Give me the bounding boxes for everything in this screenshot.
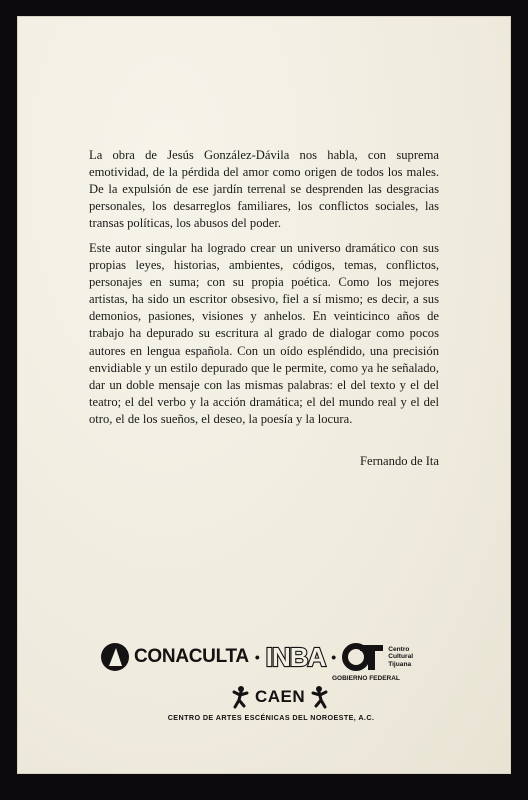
conaculta-logo-icon: [100, 642, 130, 672]
caen-wordmark: CAEN: [255, 687, 306, 706]
cecut-line-1: Centro: [388, 646, 410, 654]
sponsor-logos: [100, 641, 440, 673]
caen-logo: [232, 683, 328, 711]
separator-dot: •: [254, 649, 260, 665]
blurb-paragraph-1: La obra de Jesús González-Dávila nos habla, con suprema emotividad, de la pérdida del amor como origen de todos los males. De la expulsión de ese jardín terrenal se desprenden las desgracias personales, los desarreglos familiares, los conflictos sociales, las transas políticas, los abusos del poder.: [89, 148, 439, 231]
dancer-left-icon: [232, 685, 252, 709]
inba-wordmark: INBA: [265, 641, 326, 672]
separator-dot: •: [331, 649, 337, 665]
gobierno-federal-label: GOBIERNO FEDERAL: [332, 675, 400, 682]
dancer-right-icon: [308, 685, 328, 709]
cecut-label: [388, 646, 413, 668]
cecut-line-2: Cultural: [388, 653, 414, 661]
caen-full-name: CENTRO DE ARTES ESCÉNICAS DEL NOROESTE, A.C.: [167, 713, 375, 722]
ot-logo-icon: [342, 642, 384, 672]
blurb-paragraph-2: Este autor singular ha logrado crear un universo dramático con sus propias leyes, historias, ambientes, códigos, temas, conflictos, personajes en suma; con su propia poética. Como los mejores artistas, ha sido un escritor obsesivo, fiel a sí mismo; es decir, a sus demonios, pasiones, visiones y anhelos. En veinticinco años de trabajo ha depurado su escritura al grado de dialogar como pocos autores en lengua española. Con un oído espléndido, una precisión envidiable y un estilo depurado que le permite, como ya he señalado, dar un doble mensaje con las mismas palabras: el del texto y el del teatro; el del verbo y la acción dramática; el del mundo real y el del otro, el de los sueños, el deseo, la poesía y la locura.: [89, 241, 439, 426]
cecut-line-3: Tijuana: [388, 660, 412, 668]
author-signature: Fernando de Ita: [359, 454, 439, 468]
conaculta-wordmark: CONACULTA: [134, 646, 249, 667]
